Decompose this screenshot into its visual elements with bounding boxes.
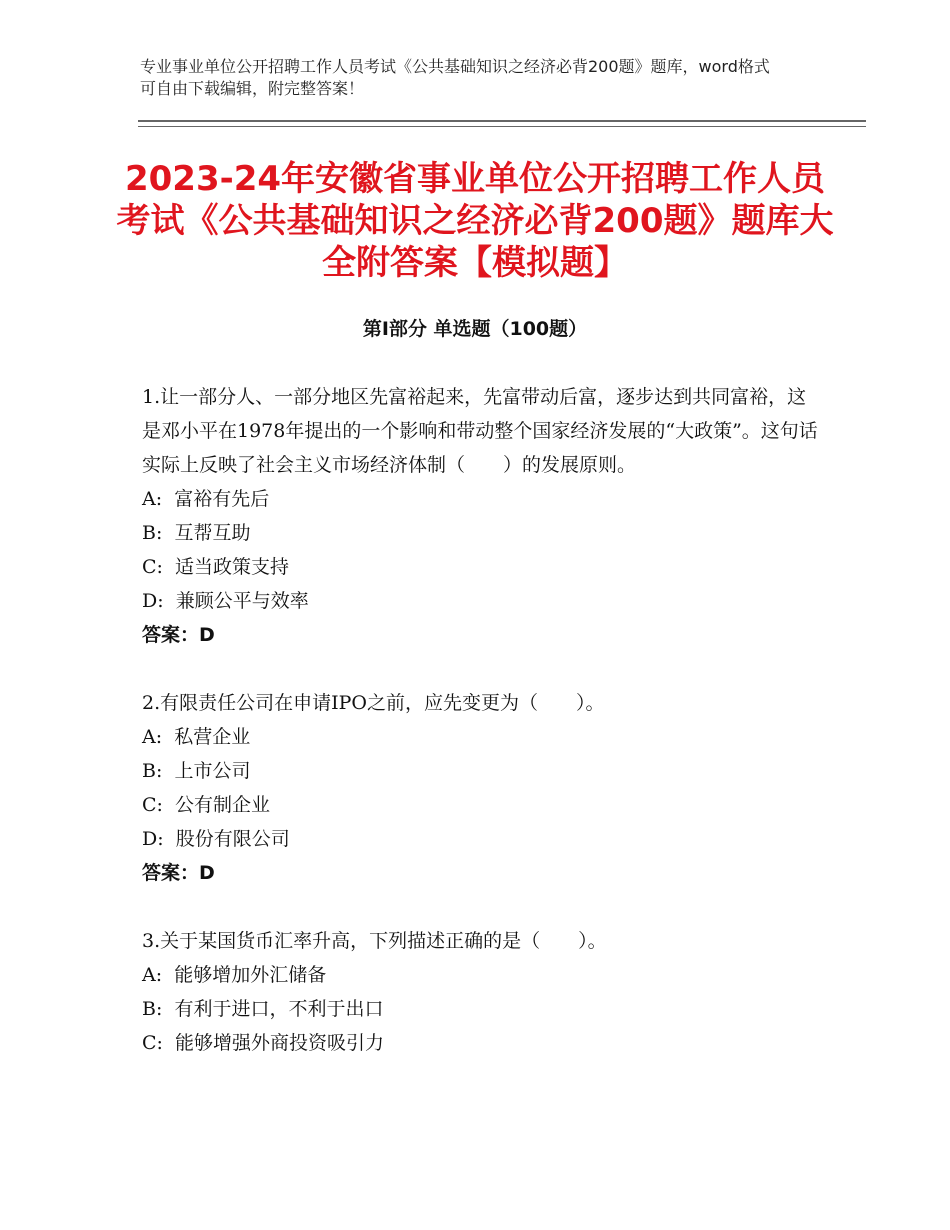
- question-1: [142, 380, 822, 652]
- question-list: [142, 380, 822, 1094]
- option-c: C: 公有制企业: [142, 794, 271, 816]
- answer: 答案：D: [142, 862, 215, 884]
- question-2: [142, 686, 822, 890]
- option-a: A: 私营企业: [142, 726, 251, 748]
- question-stem: 1.让一部分人、一部分地区先富裕起来，先富带动后富，逐步达到共同富裕，这是邓小平在1978年提出的一个影响和带动整个国家经济发展的“大政策”。这句话实际上反映了社会主义市场经济体制（ ）的发展原则。: [142, 386, 818, 476]
- option-b: B: 有利于进口，不利于出口: [142, 998, 384, 1020]
- option-b: B: 上市公司: [142, 760, 251, 782]
- option-d: D: 股份有限公司: [142, 828, 290, 850]
- header-divider-thick: [138, 120, 866, 122]
- option-c: C: 能够增强外商投资吸引力: [142, 1032, 385, 1054]
- question-stem: 2.有限责任公司在申请IPO之前，应先变更为（ ）。: [142, 692, 605, 714]
- option-a: A: 能够增加外汇储备: [142, 964, 327, 986]
- option-a: A: 富裕有先后: [142, 488, 270, 510]
- question-3: [142, 924, 822, 1060]
- question-stem: 3.关于某国货币汇率升高，下列描述正确的是（ ）。: [142, 930, 607, 952]
- header-note: 专业事业单位公开招聘工作人员考试《公共基础知识之经济必背200题》题库，word格式可自由下载编辑，附完整答案！: [140, 57, 770, 98]
- option-d: D: 兼顾公平与效率: [142, 590, 309, 612]
- document-title: 2023-24年安徽省事业单位公开招聘工作人员考试《公共基础知识之经济必背200题》题库大全附答案【模拟题】: [116, 159, 834, 283]
- header-divider-thin: [138, 126, 866, 127]
- section-title: 第Ⅰ部分 单选题（100题）: [362, 318, 588, 340]
- answer: 答案：D: [142, 624, 215, 646]
- option-c: C: 适当政策支持: [142, 556, 290, 578]
- option-b: B: 互帮互助: [142, 522, 251, 544]
